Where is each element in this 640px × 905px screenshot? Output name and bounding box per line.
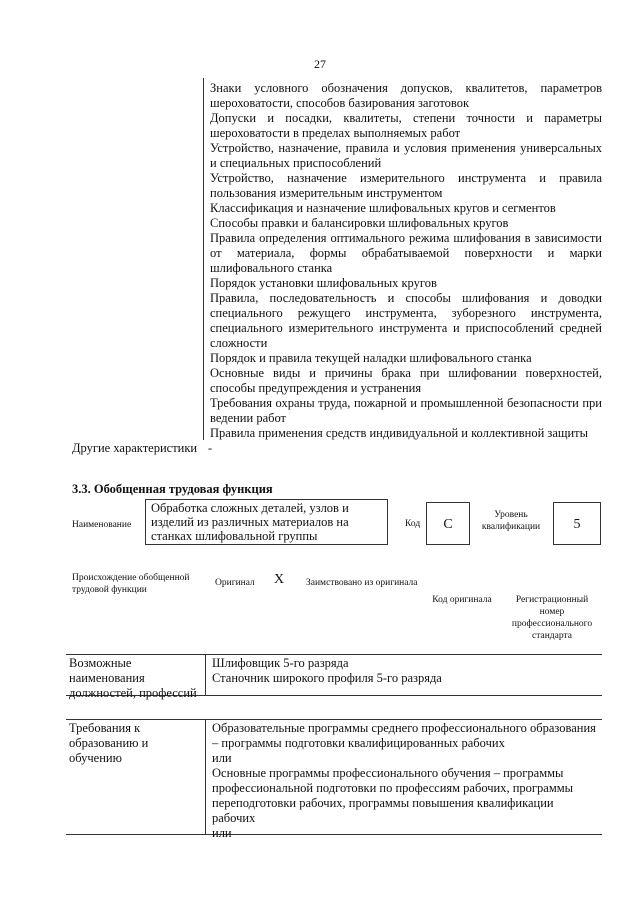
registration-number-label: Регистрационный номер профессионального стандарта xyxy=(511,595,593,641)
knowledge-list xyxy=(210,81,602,441)
code-label: Код xyxy=(405,519,421,529)
knowledge-item: Правила, последовательность и способы шлифования и доводки специального режущего инструмента, зуборезного инструмента, специального измерительного инструмента и приспособлений средней сложности xyxy=(210,291,602,350)
position-item: Станочник широкого профиля 5-го разряда xyxy=(212,671,442,685)
knowledge-item: Допуски и посадки, квалитеты, степени точности и параметры шероховатости в пределах выполняемых работ xyxy=(210,111,602,140)
education-row xyxy=(66,719,602,840)
origin-code-label: Код оригинала xyxy=(432,595,492,605)
positions-values xyxy=(207,655,602,687)
knowledge-item: Устройство, назначение измерительного инструмента и правила пользования измерительным инструментом xyxy=(210,171,602,200)
page-number: 27 xyxy=(314,57,326,71)
knowledge-item: Способы правки и балансировки шлифовальных кругов xyxy=(210,216,509,230)
name-label: Наименование xyxy=(72,520,132,530)
section-heading: 3.3. Обобщенная трудовая функция xyxy=(72,482,273,496)
knowledge-item: Основные виды и причины брака при шлифовании поверхностей, способы предупреждения и устранения xyxy=(210,366,602,395)
knowledge-item: Знаки условного обозначения допусков, квалитетов, параметров шероховатости, способов базирования заготовок xyxy=(210,81,602,110)
code-value: C xyxy=(426,502,470,545)
education-item: или xyxy=(212,826,232,840)
positions-label: Возможные наименования должностей, профессий xyxy=(66,655,206,695)
borrowed-label: Заимствовано из оригинала xyxy=(306,578,418,588)
knowledge-item: Порядок установки шлифовальных кругов xyxy=(210,276,437,290)
other-characteristics-value: - xyxy=(208,441,213,455)
origin-label: Происхождение обобщенной трудовой функции xyxy=(72,573,190,595)
knowledge-item: Требования охраны труда, пожарной и промышленной безопасности при ведении работ xyxy=(210,396,602,425)
other-characteristics-label: Другие характеристики xyxy=(72,441,198,455)
original-label: Оригинал xyxy=(215,578,255,588)
knowledge-item: Классификация и назначение шлифовальных кругов и сегментов xyxy=(210,201,556,215)
knowledge-item: Устройство, назначение, правила и условия применения универсальных и специальных приспособлений xyxy=(210,141,602,170)
education-values xyxy=(207,720,602,842)
education-label: Требования к образованию и обучению xyxy=(66,720,206,834)
knowledge-item: Порядок и правила текущей наладки шлифовального станка xyxy=(210,351,532,365)
education-item: или xyxy=(212,751,232,765)
original-mark: X xyxy=(274,572,285,587)
position-item: Шлифовщик 5-го разряда xyxy=(212,656,349,670)
level-value: 5 xyxy=(553,502,601,545)
knowledge-item: Правила применения средств индивидуальной и коллективной защиты xyxy=(210,426,589,440)
level-label: Уровень квалификации xyxy=(481,510,541,532)
function-name-value: Обработка сложных деталей, узлов и изделий из различных материалов на станках шлифовальной группы xyxy=(145,499,388,545)
knowledge-item: Правила определения оптимального режима шлифования в зависимости от материала, формы обрабатываемой поверхности и марки шлифовального станка xyxy=(210,231,602,275)
knowledge-table-divider xyxy=(203,78,204,440)
education-item: Основные программы профессионального обучения – программы профессиональной подготовки по профессиям рабочих, программы переподготовки рабочих, программы повышения квалификации рабочих xyxy=(212,766,574,825)
positions-row xyxy=(66,654,602,700)
education-item: Образовательные программы среднего профессионального образования – программы подготовки квалифицированных рабочих xyxy=(212,721,596,750)
